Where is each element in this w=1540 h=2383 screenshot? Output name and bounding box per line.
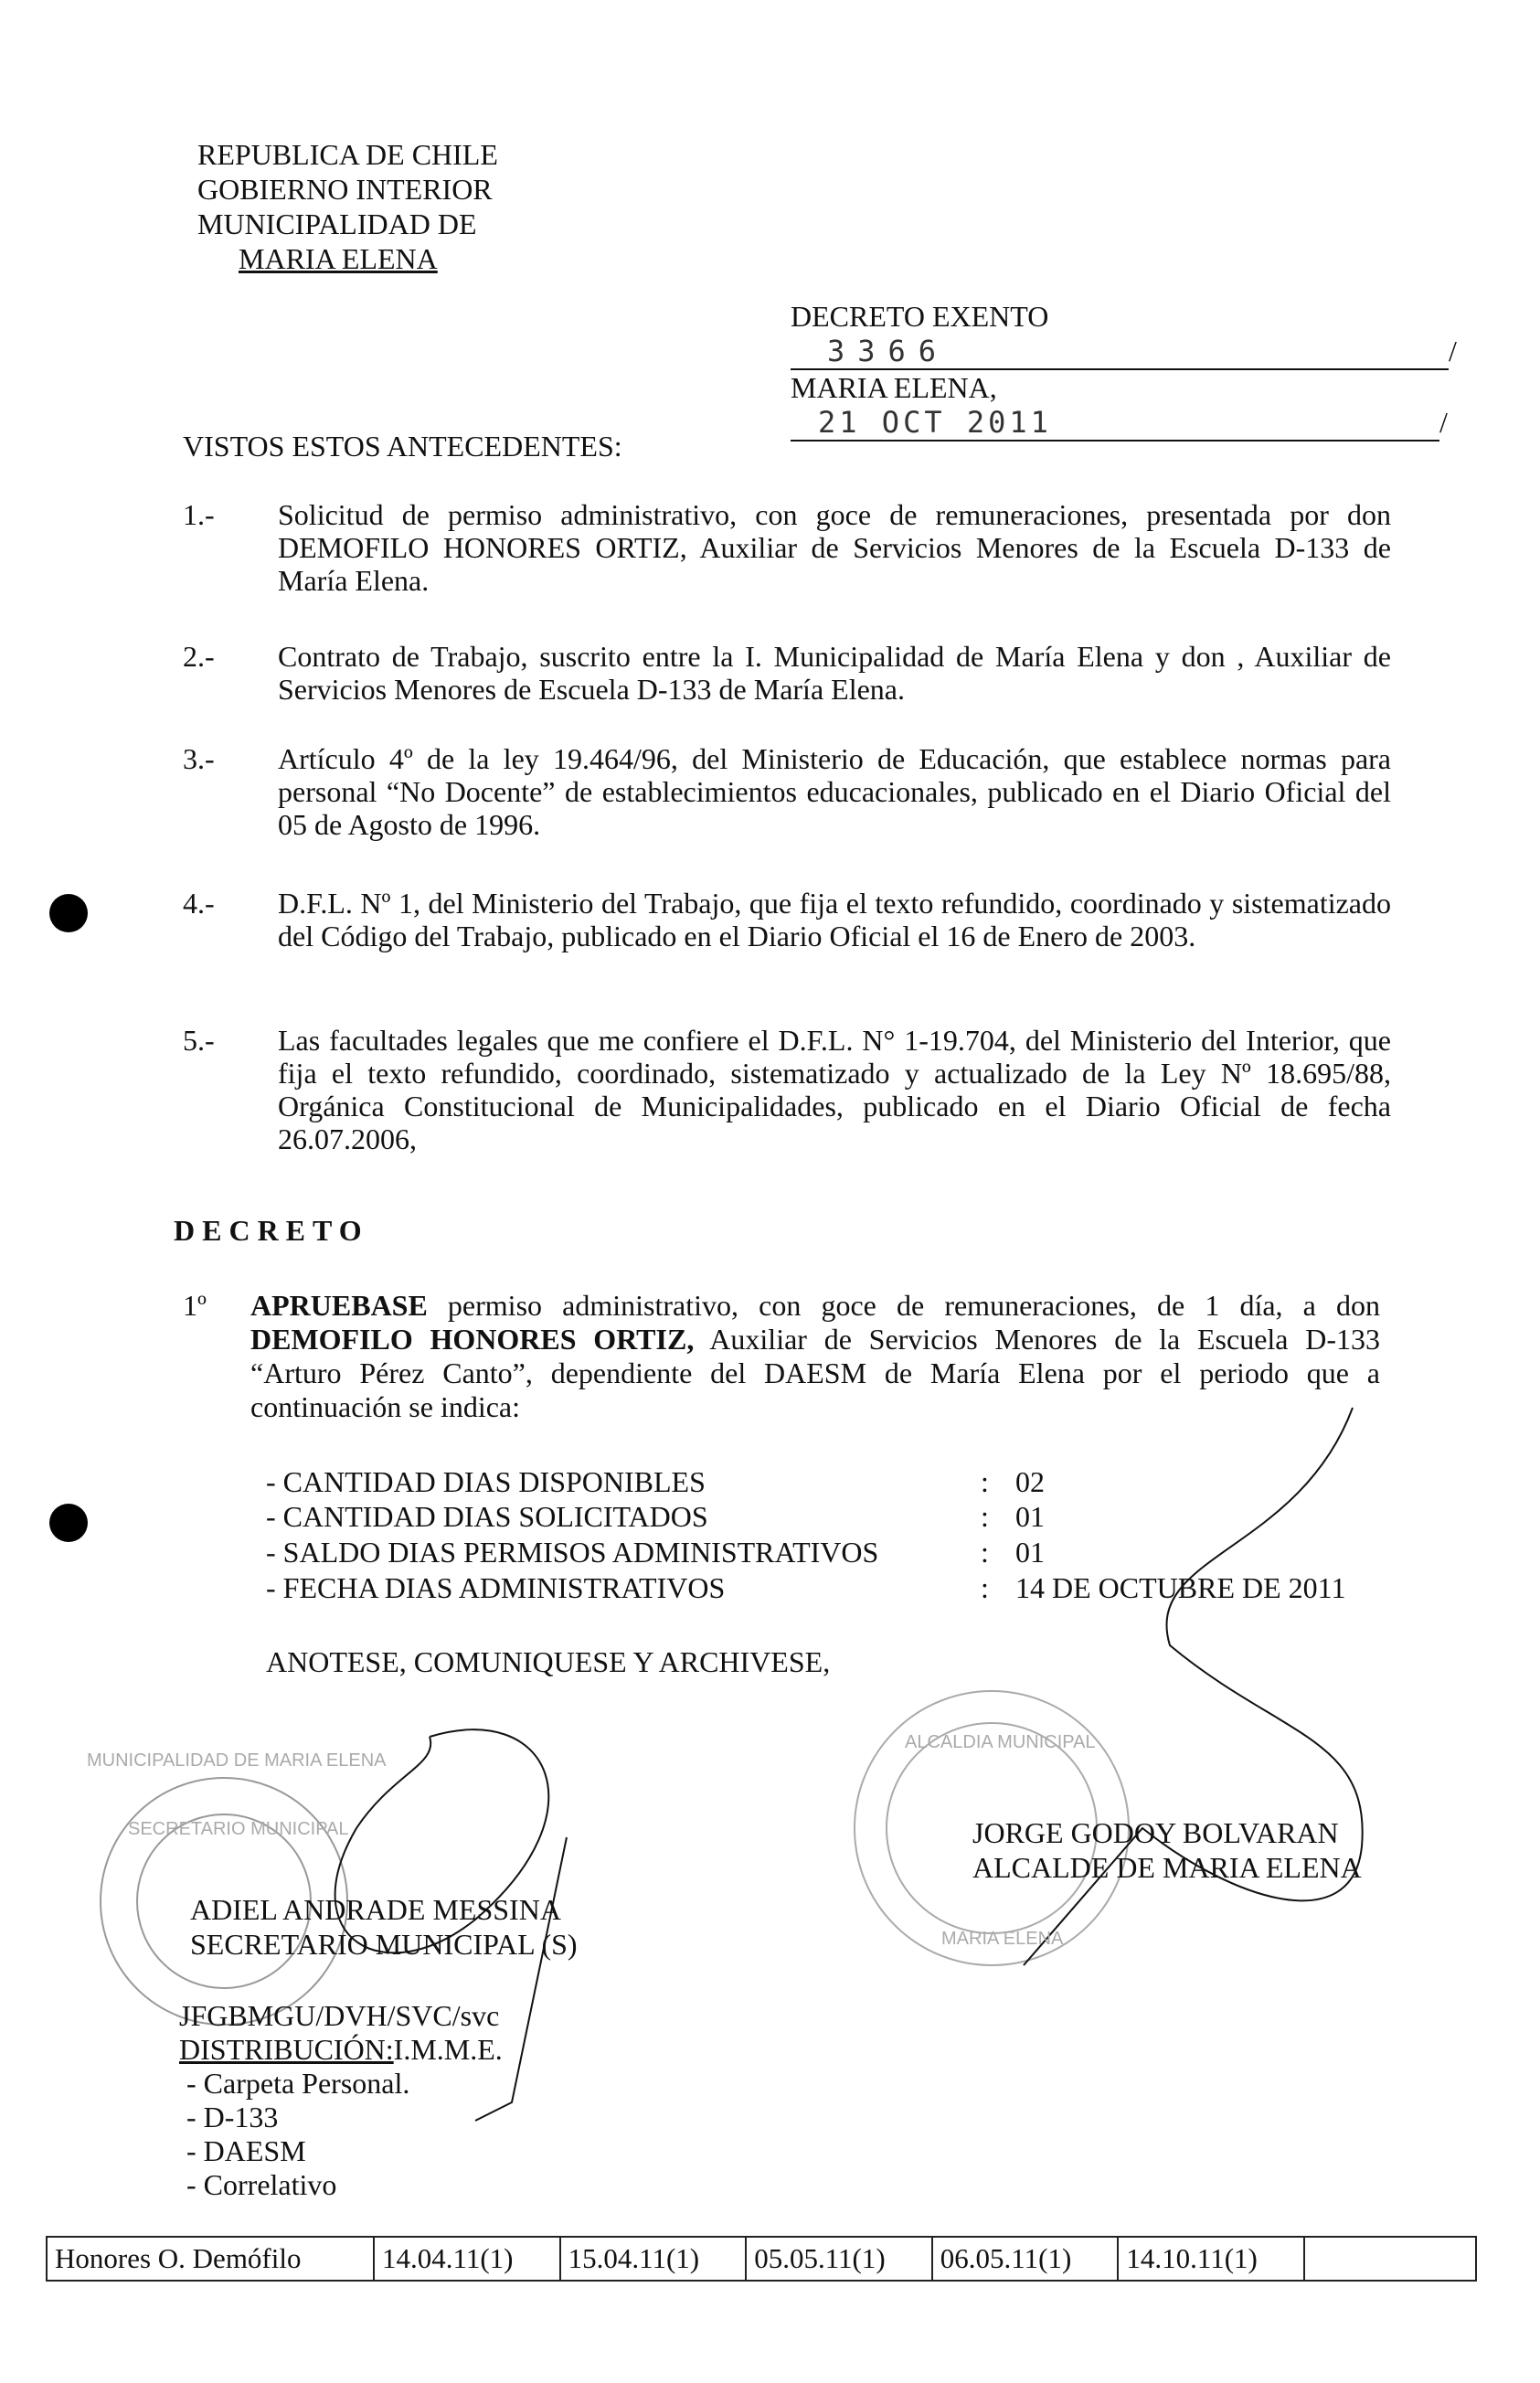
item-number: 4.-: [183, 887, 215, 920]
distribution-block: [179, 1999, 503, 2202]
detail-label: - FECHA DIAS ADMINISTRATIVOS: [266, 1571, 726, 1604]
item-text: Contrato de Trabajo, suscrito entre la I. Municipalidad de María Elena y don , Auxiliar de Servicios Menores de Escuela D-133 de María Elena.: [278, 640, 1391, 706]
detail-value: 02: [1015, 1465, 1045, 1498]
date-cell: 15.04.11(1): [560, 2237, 747, 2281]
date-cell: 06.05.11(1): [932, 2237, 1119, 2281]
vistos-title: VISTOS ESTOS ANTECEDENTES:: [183, 430, 622, 463]
secretary-signature-block: [190, 1892, 578, 1962]
item-text: Solicitud de permiso administrativo, con goce de remuneraciones, presentada por don DEMOFILO HONORES ORTIZ, Auxiliar de Servicios Menores de la Escuela D-133 de María Elena.: [278, 498, 1391, 597]
letterhead-line: REPUBLICA DE CHILE: [197, 138, 498, 171]
detail-row: - SALDO DIAS PERMISOS ADMINISTRATIVOS : 01: [266, 1536, 1045, 1569]
distribution-label: DISTRIBUCIÓN:: [179, 2033, 394, 2066]
mayor-signature-block: [972, 1815, 1362, 1885]
letterhead-line: GOBIERNO INTERIOR: [197, 173, 493, 206]
decreto-title: DECRETO: [174, 1214, 369, 1247]
secretary-stamp-inner: SECRETARIO MUNICIPAL: [128, 1819, 349, 1839]
article-text-part: Auxiliar de Servicios Menores de la Escuela D-133 “Arturo Pérez Canto”, dependiente del DAESM de María Elena por el periodo que a continuación se indica:: [250, 1323, 1381, 1423]
article-bold: DEMOFILO HONORES ORTIZ,: [250, 1323, 695, 1356]
decree-number: DECRETO EXENTO3366 /: [791, 300, 1457, 368]
detail-value: 14 DE OCTUBRE DE 2011: [1015, 1571, 1346, 1604]
article-number: 1º: [183, 1289, 207, 1322]
item-number: 1.-: [183, 498, 215, 531]
mayor-stamp-bottom: MARIA ELENA: [941, 1929, 1064, 1949]
leave-history-table: [46, 2236, 1477, 2282]
item-number: 5.-: [183, 1024, 215, 1057]
decree-date: MARIA ELENA, 21 OCT 2011 /: [791, 371, 1448, 440]
distribution-item: - Correlativo: [186, 2168, 337, 2201]
detail-row: - CANTIDAD DIAS DISPONIBLES : 02: [266, 1465, 1045, 1498]
mayor-name: JORGE GODOY BOLVARAN: [972, 1816, 1339, 1849]
table-row: [47, 2237, 1476, 2281]
detail-label: - SALDO DIAS PERMISOS ADMINISTRATIVOS: [266, 1536, 879, 1569]
closing-text: ANOTESE, COMUNIQUESE Y ARCHIVESE,: [266, 1645, 831, 1678]
detail-row: - FECHA DIAS ADMINISTRATIVOS : 14 DE OCTUBRE DE 2011: [266, 1571, 1346, 1604]
date-cell: 14.10.11(1): [1118, 2237, 1304, 2281]
detail-value: 01: [1015, 1500, 1045, 1533]
decree-place-label: MARIA ELENA,: [791, 371, 997, 404]
item-text: D.F.L. Nº 1, del Ministerio del Trabajo, que fija el texto refundido, coordinado y sistematizado del Código del Trabajo, publicado en el Diario Oficial el 16 de Enero de 2003.: [278, 887, 1391, 952]
date-cell: [1304, 2237, 1476, 2281]
detail-label: - CANTIDAD DIAS DISPONIBLES: [266, 1465, 706, 1498]
date-cell: 14.04.11(1): [374, 2237, 560, 2281]
distribution-item: - D-133: [186, 2101, 279, 2133]
distribution-suffix: I.M.M.E.: [393, 2033, 503, 2066]
employee-name-cell: Honores O. Demófilo: [47, 2237, 374, 2281]
article-bold: APRUEBASE: [250, 1289, 428, 1322]
decree-date-stamp: 21 OCT 2011: [818, 405, 1052, 440]
detail-value: 01: [1015, 1536, 1045, 1569]
detail-row: - CANTIDAD DIAS SOLICITADOS : 01: [266, 1500, 1045, 1533]
distribution-item: - DAESM: [186, 2134, 306, 2167]
item-number: 3.-: [183, 742, 215, 775]
secretary-stamp-text: MUNICIPALIDAD DE MARIA ELENA: [87, 1750, 387, 1771]
article-text-part: permiso administrativo, con goce de remuneraciones, de 1 día, a don: [427, 1289, 1380, 1322]
mayor-stamp-text: ALCALDIA MUNICIPAL: [905, 1732, 1096, 1752]
item-text: Las facultades legales que me confiere el D.F.L. N° 1-19.704, del Ministerio del Interior, que fija el texto refundido, coordinado, sistematizado y actualizado de la Ley Nº 18.695/88, Orgánica Constitucional de Municipalidades, publicado en el Diario Oficial de fecha 26.07.2006,: [278, 1024, 1391, 1155]
distribution-item: - Carpeta Personal.: [186, 2067, 410, 2100]
secretary-role: SECRETARIO MUNICIPAL (S): [190, 1928, 578, 1961]
decree-number-label: DECRETO EXENTO: [791, 300, 1049, 333]
initials: JFGBMGU/DVH/SVC/svc: [179, 1999, 500, 2032]
letterhead-line: MARIA ELENA: [239, 242, 438, 275]
detail-label: - CANTIDAD DIAS SOLICITADOS: [266, 1500, 708, 1533]
item-number: 2.-: [183, 640, 215, 673]
mayor-role: ALCALDE DE MARIA ELENA: [972, 1851, 1362, 1884]
decree-number-value: 3366: [827, 334, 950, 368]
date-cell: 05.05.11(1): [746, 2237, 932, 2281]
letterhead-line: MUNICIPALIDAD DE: [197, 207, 477, 240]
secretary-name: ADIEL ANDRADE MESSINA: [190, 1893, 561, 1926]
item-text: Artículo 4º de la ley 19.464/96, del Ministerio de Educación, que establece normas para personal “No Docente” de establecimientos educacionales, publicado en el Diario Oficial del 05 de Agosto de 1996.: [278, 742, 1391, 841]
